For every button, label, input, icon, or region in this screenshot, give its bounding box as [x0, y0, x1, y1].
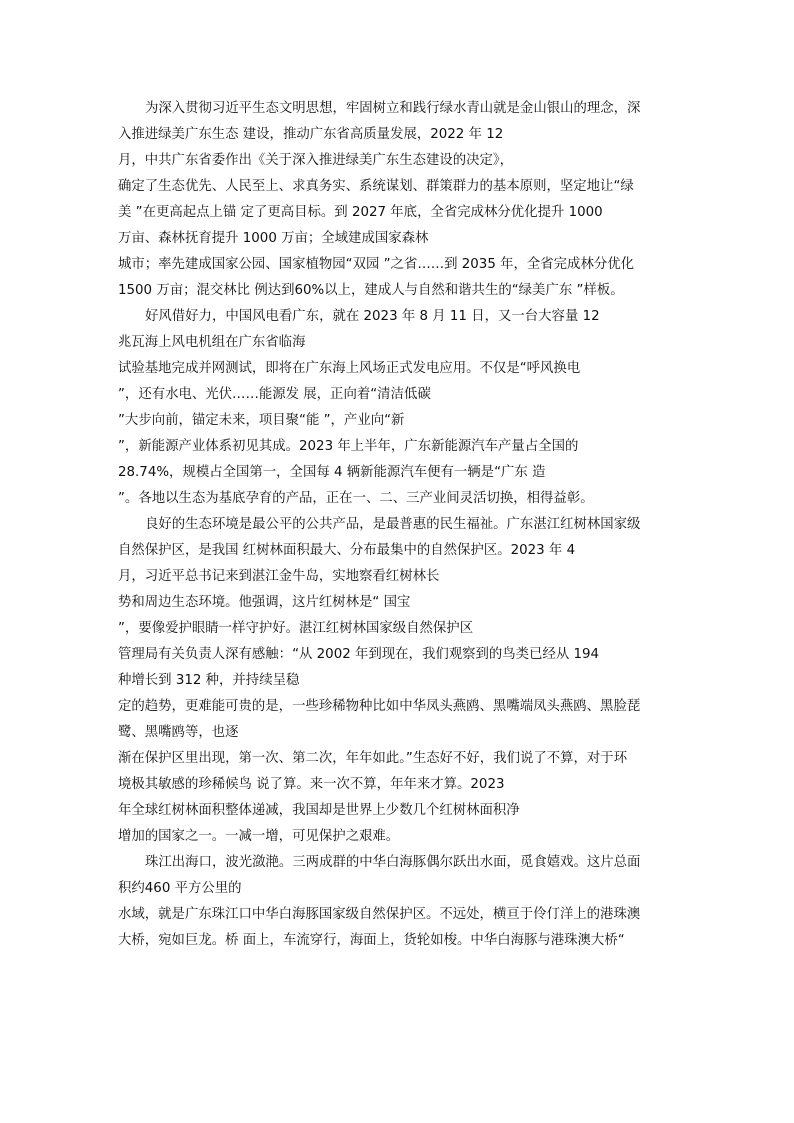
text-line: 珠江出海口，波光潋滟。三两成群的中华白海豚偶尔跃出水面，觅食嬉戏。这片总面	[145, 855, 641, 870]
text-line: 试验基地完成并网测试，即将在广东海上风场正式发电应用。不仅是“呼风换电	[118, 361, 581, 376]
text-line: 确定了生态优先、人民至上、求真务实、系统谋划、群策群力的基本原则，坚定地让“绿	[118, 179, 634, 194]
text-line: ”，要像爱护眼睛一样守护好。湛江红树林国家级自然保护区	[118, 621, 474, 636]
text-line: 管理局有关负责人深有感触：“从 2002 年到现在，我们观察到的鸟类已经从 194	[118, 647, 600, 662]
text-line: 大桥，宛如巨龙。桥 面上，车流穿行，海面上，货轮如梭。中华白海豚与港珠澳大桥“	[118, 933, 625, 948]
text-line: ”，还有水电、光伏……能源发 展，正向着“清洁低碳	[118, 387, 431, 402]
text-line: 自然保护区，是我国 红树林面积最大、分布最集中的自然保护区。2023 年 4	[118, 543, 576, 558]
text-line: 渐在保护区里出现，第一次、第二次，年年如此。”生态好不好，我们说了不算，对于环	[118, 751, 628, 766]
text-line: 兆瓦海上风电机组在广东省临海	[118, 335, 306, 350]
text-line: 鹭、黑嘴鸥等，也逐	[118, 725, 239, 740]
text-line: 境极其敏感的珍稀候鸟 说了算。来一次不算，年年来才算。2023	[118, 777, 505, 792]
text-line: 积约460 平方公里的	[118, 881, 242, 896]
text-line: 入推进绿美广东生态 建设，推动广东省高质量发展，2022 年 12	[118, 127, 504, 142]
text-line: 城市；率先建成国家公园、国家植物园“双园 ”之省……到 2035 年，全省完成林分优化	[118, 257, 635, 272]
text-line: 美 ”在更高起点上锚 定了更高目标。到 2027 年底，全省完成林分优化提升 1000	[118, 205, 603, 220]
text-line: 万亩、森林抚育提升 1000 万亩；全域建成国家森林	[118, 231, 429, 246]
text-line: 1500 万亩；混交林比 例达到60%以上，建成人与自然和谐共生的“绿美广东 ”样板。	[118, 283, 624, 298]
text-line: 月，中共广东省委作出《关于深入推进绿美广东生态建设的决定》，	[118, 153, 514, 168]
text-line: 增加的国家之一。一减一增，可见保护之艰难。	[118, 829, 400, 844]
text-line: 水域，就是广东珠江口中华白海豚国家级自然保护区。不远处，横亘于伶仃洋上的港珠澳	[118, 907, 641, 922]
text-line: 良好的生态环境是最公平的公共产品，是最普惠的民生福祉。广东湛江红树林国家级	[145, 517, 641, 532]
text-line: ”。各地以生态为基底孕育的产品，正在一、二、三产业间灵活切换，相得益彰。	[118, 491, 594, 506]
text-line: 月，习近平总书记来到湛江金牛岛，实地察看红树林长	[118, 569, 440, 584]
text-line: 定的趋势，更难能可贵的是，一些珍稀物种比如中华凤头燕鸥、黑嘴端凤头燕鸥、黑脸琵	[118, 699, 641, 714]
text-line: ”，新能源产业体系初见其成。2023 年上半年，广东新能源汽车产量占全国的	[118, 439, 579, 454]
text-line: 年全球红树林面积整体递减，我国却是世界上少数几个红树林面积净	[118, 803, 520, 818]
text-line: ”大步向前，锚定未来，项目聚“能 ”，产业向“新	[118, 413, 405, 428]
text-line: 好风借好力，中国风电看广东，就在 2023 年 8 月 11 日，又一台大容量 12	[145, 309, 600, 324]
text-line: 28.74%，规模占全国第一，全国每 4 辆新能源汽车便有一辆是“广东 造	[118, 465, 546, 480]
text-line: 种增长到 312 种，并持续呈稳	[118, 673, 300, 688]
text-line: 为深入贯彻习近平生态文明思想，牢固树立和践行绿水青山就是金山银山的理念，深	[145, 101, 641, 116]
text-line: 势和周边生态环境。他强调，这片红树林是“ 国宝	[118, 595, 411, 610]
document-body	[118, 96, 678, 954]
